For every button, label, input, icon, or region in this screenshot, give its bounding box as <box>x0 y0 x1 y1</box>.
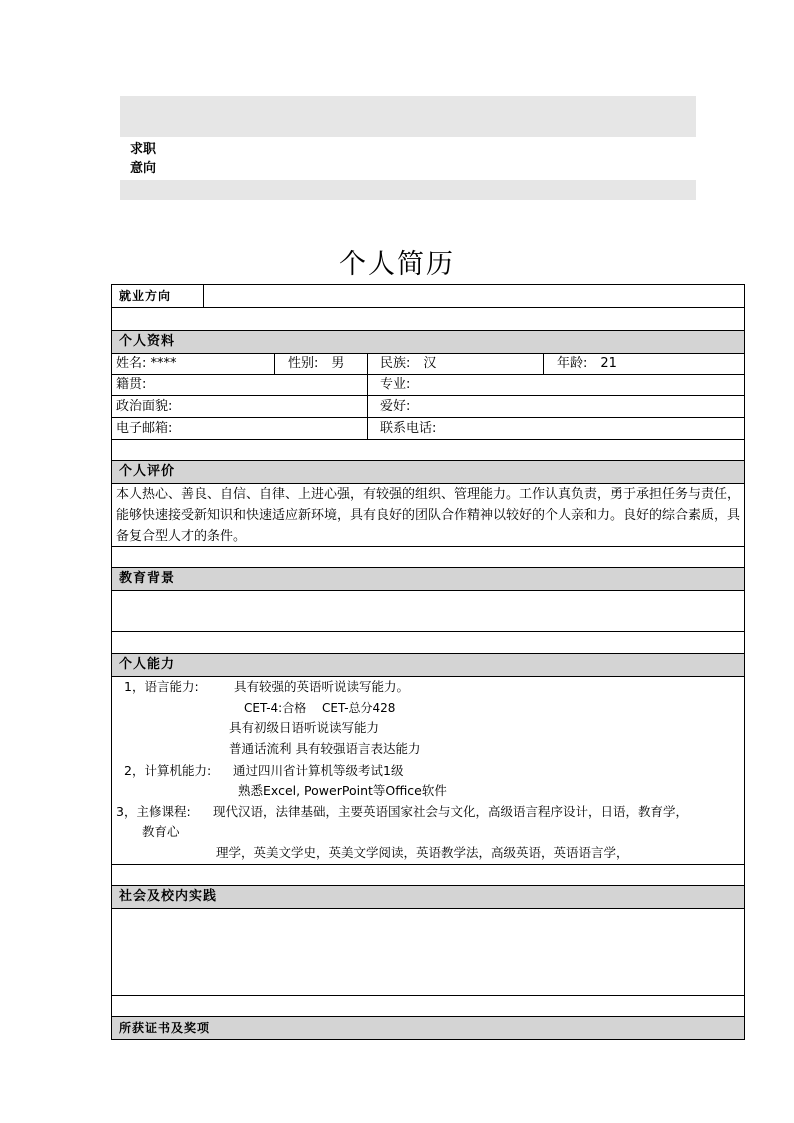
hobby-field: 爱好: <box>380 399 411 414</box>
abilities-header: 个人能力 <box>119 657 176 672</box>
mandarin-line: 普通话流利 具有较强语言表达能力 <box>229 741 421 756</box>
rule <box>111 439 745 440</box>
hometown-field: 籍贯: <box>116 377 147 392</box>
rule <box>111 1039 745 1040</box>
page-title: 个人简历 <box>339 249 455 280</box>
personal-header-bg <box>111 331 745 353</box>
computer-ability-label: 2，计算机能力: <box>124 763 212 778</box>
office-line: 熟悉Excel, PowerPoint等Office软件 <box>238 783 447 798</box>
employment-label: 就业方向 <box>119 289 172 303</box>
email-field: 电子邮箱: <box>116 421 173 436</box>
evaluation-header: 个人评价 <box>119 464 176 479</box>
japanese-line: 具有初级日语听说读写能力 <box>229 720 380 735</box>
intent-band <box>120 180 696 200</box>
major-field: 专业: <box>380 377 411 392</box>
rule <box>111 567 745 568</box>
courses-label: 3，主修课程: <box>116 804 191 819</box>
computer-ability-text: 通过四川省计算机等级考试1级 <box>233 763 404 778</box>
rule <box>111 676 745 677</box>
rule <box>111 374 745 375</box>
rule <box>111 460 745 461</box>
job-intent-label-2: 意向 <box>130 161 157 176</box>
rule <box>111 885 745 886</box>
rule <box>111 864 745 865</box>
education-header-bg <box>111 568 745 590</box>
cet-line: CET-4:合格 CET-总分428 <box>244 701 396 715</box>
courses-text: 现代汉语，法律基础，主要英语国家社会与文化，高级语言程序设计，日语，教育学， <box>213 804 689 819</box>
gender-field: 性别: 男 <box>288 356 345 371</box>
political-field: 政治面貌: <box>116 399 173 414</box>
employment-divider <box>203 284 204 307</box>
rule <box>111 1016 745 1017</box>
rule <box>111 417 745 418</box>
rule <box>111 908 745 909</box>
rule <box>111 307 745 308</box>
abilities-header-bg <box>111 654 745 676</box>
courses-wrap: 教育心 <box>142 824 180 839</box>
education-header: 教育背景 <box>119 571 176 586</box>
practice-header: 社会及校内实践 <box>119 889 218 904</box>
ethnicity-field: 民族: 汉 <box>380 356 437 371</box>
language-ability-text: 具有较强的英语听说读写能力。 <box>234 679 410 694</box>
rule <box>111 330 745 331</box>
rule <box>111 631 745 632</box>
phone-field: 联系电话: <box>380 421 437 436</box>
rule <box>111 995 745 996</box>
evaluation-header-bg <box>111 461 745 483</box>
personal-divider-3 <box>543 353 544 374</box>
personal-header: 个人资料 <box>119 334 176 349</box>
personal-divider-2 <box>367 353 368 439</box>
personal-divider-1 <box>274 353 275 374</box>
name-field: 姓名: **** <box>116 356 177 371</box>
top-band <box>120 96 696 137</box>
language-ability-label: 1，语言能力: <box>124 679 199 694</box>
evaluation-text: 本人热心、善良、自信、自律、上进心强，有较强的组织、管理能力。工作认真负责，勇于承担任务与责任，能够快速接受新知识和快速适应新环境，具有良好的团队合作精神以较好的个人亲和力。良好的综合素质，具备复合型人才的条件。 <box>116 487 741 544</box>
courses-line-2: 理学，英美文学史，英美文学阅读，英语教学法，高级英语，英语语言学， <box>216 845 629 860</box>
job-intent-label-1: 求职 <box>130 142 157 157</box>
rule <box>111 395 745 396</box>
table-right-border <box>744 284 745 1040</box>
awards-header: 所获证书及奖项 <box>119 1021 211 1035</box>
rule <box>111 590 745 591</box>
age-field: 年龄: 21 <box>557 356 617 371</box>
table-left-border <box>111 284 112 1040</box>
rule <box>111 653 745 654</box>
rule <box>111 284 745 285</box>
